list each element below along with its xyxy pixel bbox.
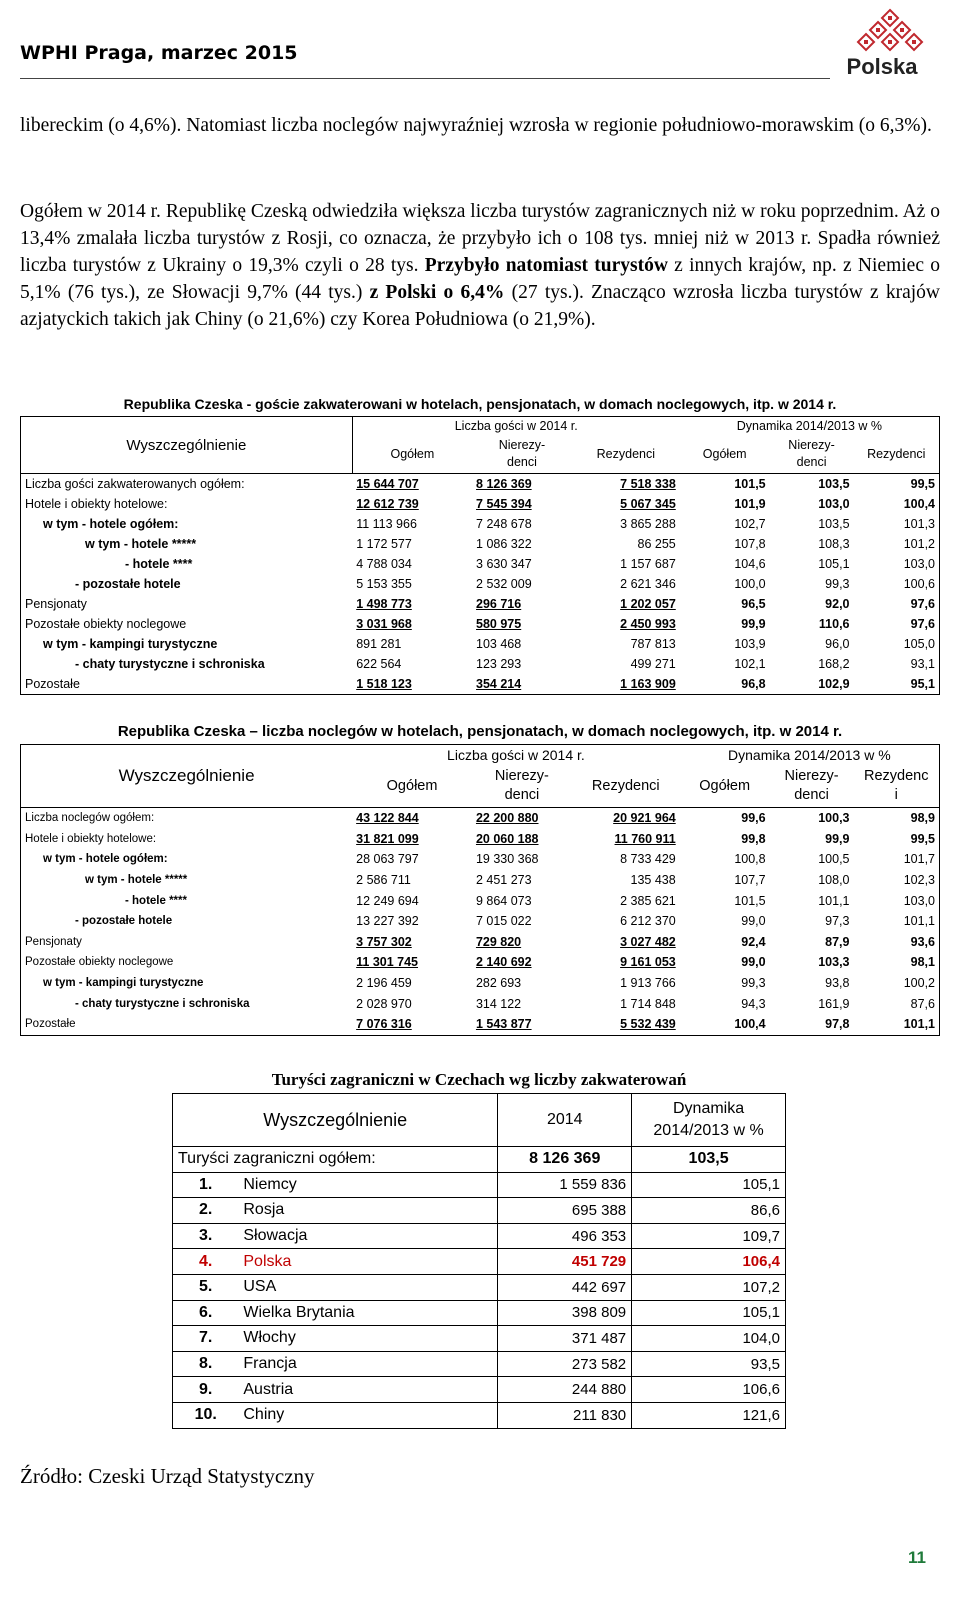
ranking-row <box>173 1223 786 1249</box>
ranking-row <box>173 1326 786 1352</box>
dynamics-value: 109,7 <box>632 1223 786 1249</box>
dynamics-value: 105,1 <box>632 1300 786 1326</box>
cell-value: 19 330 368 <box>475 852 539 867</box>
cell-value: 1 913 766 <box>620 976 676 991</box>
cell-dynamics: 103,0 <box>903 557 935 571</box>
cell-dynamics: 99,0 <box>741 914 766 929</box>
country-name: Wielka Brytania <box>238 1300 498 1326</box>
cell-value: 2 196 459 <box>356 976 412 991</box>
cell-value: 3 757 302 <box>356 934 412 949</box>
header-line: denci <box>504 787 540 803</box>
cell-dynamics: 99,9 <box>741 617 766 631</box>
cell-value: 2 532 009 <box>476 577 532 591</box>
cell-dynamics: 100,8 <box>734 852 766 867</box>
cell-value: 5 067 345 <box>620 497 676 511</box>
table1-header-dyn-nonresidents <box>770 436 854 474</box>
table-row <box>21 808 940 829</box>
cell-value: 31 821 099 <box>356 831 419 846</box>
cell-value: 7 545 394 <box>476 497 532 511</box>
cell-value: 7 015 022 <box>475 914 532 929</box>
table1-header-label: Wyszczególnienie <box>21 417 353 474</box>
cell-value: 314 122 <box>475 996 522 1011</box>
cell-dynamics: 107,7 <box>734 873 766 888</box>
table-row <box>21 932 940 953</box>
row-label: Pensjonaty <box>25 935 82 948</box>
row-label: w tym - hotele ***** <box>85 537 197 551</box>
cell-dynamics: 105,1 <box>818 557 850 571</box>
cell-dynamics: 104,6 <box>734 557 766 571</box>
cell-dynamics: 102,3 <box>903 873 935 888</box>
cell-value: 2 450 993 <box>620 617 676 631</box>
table1-header-residents: Rezydenci <box>596 447 656 462</box>
rank-number: 3. <box>173 1223 239 1249</box>
table-row <box>21 993 940 1014</box>
cell-dynamics: 100,2 <box>903 976 935 991</box>
ranking-row <box>173 1198 786 1224</box>
table1-caption: Republika Czeska - goście zakwaterowani w hotelach, pensjonatach, w domach noclegowych, itp. w 2014 r. <box>123 396 837 412</box>
cell-value: 282 693 <box>475 976 522 991</box>
cell-dynamics: 96,0 <box>825 637 850 651</box>
table3-total-value: 8 126 369 <box>498 1147 632 1173</box>
row-label: Pozostałe obiekty noclegowe <box>25 617 187 631</box>
ranking-row <box>173 1402 786 1428</box>
cell-value: 2 451 273 <box>475 873 532 888</box>
document-header-title: WPHI Praga, marzec 2015 <box>20 42 298 64</box>
table-foreign-tourists-ranking <box>172 1093 786 1429</box>
header-line: Nierezy- <box>788 438 835 453</box>
cell-dynamics: 87,9 <box>825 934 850 949</box>
cell-dynamics: 100,4 <box>734 1017 766 1032</box>
cell-value: 86 255 <box>637 537 676 551</box>
cell-dynamics: 92,4 <box>741 934 766 949</box>
cell-dynamics: 108,3 <box>818 537 850 551</box>
paragraph-text: libereckim (o 4,6%). Natomiast liczba noclegów najwyraźniej wzrosła w regionie południowo-morawskim (o 6,3%). <box>20 115 932 136</box>
row-label: - chaty turystyczne i schroniska <box>75 657 265 671</box>
cell-dynamics: 95,1 <box>910 677 935 691</box>
header-divider <box>20 78 830 79</box>
dynamics-value: 104,0 <box>632 1326 786 1352</box>
ranking-row <box>173 1300 786 1326</box>
text-run: z innych krajów, np. z Niemiec o 5,1% (76 tys.), ze Słowacji 9,7% (44 tys.) <box>20 255 940 303</box>
cell-value: 4 788 034 <box>356 557 412 571</box>
header-line: denci <box>507 455 537 470</box>
cell-dynamics: 97,6 <box>910 597 935 611</box>
page-number: 11 <box>908 1548 926 1567</box>
tourists-count: 371 487 <box>498 1326 632 1352</box>
table-row <box>21 911 940 932</box>
table-row <box>21 829 940 850</box>
cell-value: 15 644 707 <box>356 477 419 491</box>
cell-dynamics: 168,2 <box>818 657 850 671</box>
cell-dynamics: 99,5 <box>910 477 935 491</box>
header-line: Dynamika <box>673 1100 745 1117</box>
cell-dynamics: 101,1 <box>903 1017 935 1032</box>
table1-header-dyn-residents: Rezydenci <box>867 447 926 462</box>
table-row <box>21 614 940 634</box>
row-label: - pozostałe hotele <box>75 577 181 591</box>
cell-value: 1 714 848 <box>620 996 676 1011</box>
cell-dynamics: 102,7 <box>734 517 766 531</box>
cell-value: 13 227 392 <box>356 914 419 929</box>
cell-dynamics: 87,6 <box>910 996 935 1011</box>
table2-header-label: Wyszczególnienie <box>118 766 255 785</box>
table2-header-nonresidents <box>472 765 572 808</box>
row-label: Pozostałe <box>25 677 80 691</box>
table-overnight-stays <box>20 744 940 1036</box>
cell-dynamics: 100,6 <box>903 577 935 591</box>
table2-header-total: Ogółem <box>386 778 438 794</box>
cell-dynamics: 98,9 <box>910 811 935 826</box>
paragraph-text <box>20 198 940 333</box>
header-line: Nierezy- <box>498 438 546 453</box>
cell-value: 3 630 347 <box>476 557 532 571</box>
row-label: - hotele **** <box>125 894 187 907</box>
cell-dynamics: 99,9 <box>825 831 850 846</box>
cell-value: 28 063 797 <box>356 852 419 867</box>
table3-header-dynamics <box>632 1094 786 1147</box>
cell-dynamics: 103,9 <box>734 637 766 651</box>
cell-value: 296 716 <box>476 597 522 611</box>
table-row <box>21 534 940 554</box>
table2-header-residents: Rezydenci <box>591 778 660 794</box>
row-label: Pensjonaty <box>25 597 87 611</box>
table1-header-dyn-total: Ogółem <box>702 447 747 462</box>
table2-header-group2: Dynamika 2014/2013 w % <box>728 747 891 763</box>
rank-number: 1. <box>173 1172 239 1198</box>
country-name: Włochy <box>238 1326 498 1352</box>
cell-value: 499 271 <box>630 657 676 671</box>
tourists-count: 695 388 <box>498 1198 632 1224</box>
table-row <box>21 514 940 534</box>
cell-value: 1 498 773 <box>356 597 412 611</box>
table2-caption: Republika Czeska – liczba noclegów w hotelach, pensjonatach, w domach noclegowych, itp. w 2014 r. <box>117 723 843 740</box>
cell-dynamics: 92,0 <box>825 597 850 611</box>
country-name: Słowacja <box>238 1223 498 1249</box>
rank-number: 6. <box>173 1300 239 1326</box>
dynamics-value: 106,6 <box>632 1377 786 1403</box>
table-row <box>21 654 940 674</box>
cell-dynamics: 93,6 <box>910 934 935 949</box>
cell-dynamics: 94,3 <box>741 996 766 1011</box>
cell-dynamics: 100,0 <box>734 577 766 591</box>
paragraph-foreign-tourists <box>20 198 940 333</box>
text-run-bold: Przybyło natomiast turystów <box>424 255 668 276</box>
table1-header-group2: Dynamika 2014/2013 w % <box>680 417 940 436</box>
cell-value: 1 518 123 <box>356 677 412 691</box>
country-name: Rosja <box>238 1198 498 1224</box>
cell-value: 3 027 482 <box>620 934 676 949</box>
cell-dynamics: 97,6 <box>910 617 935 631</box>
cell-dynamics: 103,5 <box>818 517 850 531</box>
row-label: w tym - hotele ogółem: <box>43 517 179 531</box>
row-label: - chaty turystyczne i schroniska <box>75 997 250 1010</box>
table-row <box>21 870 940 891</box>
cell-dynamics: 99,0 <box>741 955 766 970</box>
polska-logo-icon <box>832 8 942 58</box>
cell-value: 2 385 621 <box>620 893 676 908</box>
table3-header-label: Wyszczególnienie <box>173 1094 498 1147</box>
cell-dynamics: 105,0 <box>903 637 935 651</box>
ranking-row <box>173 1274 786 1300</box>
cell-dynamics: 93,1 <box>910 657 935 671</box>
cell-value: 7 076 316 <box>356 1017 412 1032</box>
table-row <box>21 634 940 654</box>
table-row <box>21 554 940 574</box>
cell-value: 123 293 <box>476 657 522 671</box>
cell-dynamics: 103,0 <box>903 893 935 908</box>
cell-value: 891 281 <box>356 637 402 651</box>
cell-value: 1 202 057 <box>620 597 676 611</box>
cell-dynamics: 100,5 <box>818 852 850 867</box>
cell-value: 11 760 911 <box>614 831 676 846</box>
rank-number: 4. <box>173 1249 239 1275</box>
table-row <box>21 1014 940 1035</box>
cell-value: 20 921 964 <box>613 811 676 826</box>
table-row <box>21 973 940 994</box>
cell-value: 5 532 439 <box>620 1017 676 1032</box>
tourists-count: 451 729 <box>498 1249 632 1275</box>
dynamics-value: 106,4 <box>632 1249 786 1275</box>
cell-value: 135 438 <box>630 873 676 888</box>
header-line: i <box>894 787 898 803</box>
cell-value: 103 468 <box>476 637 522 651</box>
cell-dynamics: 101,5 <box>734 893 766 908</box>
polska-logo-text: Polska <box>846 54 918 79</box>
row-label: Pozostałe obiekty noclegowe <box>25 956 174 969</box>
cell-dynamics: 100,4 <box>903 497 935 511</box>
cell-value: 354 214 <box>476 677 522 691</box>
cell-dynamics: 99,6 <box>741 811 766 826</box>
row-label: Liczba gości zakwaterowanych ogółem: <box>25 477 245 491</box>
cell-value: 1 157 687 <box>620 557 676 571</box>
row-label: w tym - kampingi turystyczne <box>43 637 218 651</box>
tourists-count: 273 582 <box>498 1351 632 1377</box>
cell-value: 12 612 739 <box>356 497 419 511</box>
cell-value: 787 813 <box>630 637 676 651</box>
cell-value: 11 301 745 <box>356 955 419 970</box>
table2-header-dyn-nonresidents <box>770 765 854 808</box>
row-label: w tym - hotele ***** <box>85 874 188 887</box>
ranking-row <box>173 1172 786 1198</box>
rank-number: 2. <box>173 1198 239 1224</box>
cell-dynamics: 108,0 <box>818 873 850 888</box>
rank-number: 10. <box>173 1402 239 1428</box>
text-run: (27 tys.). Znacząco wzrosła liczba turystów z krajów azjatyckich takich jak Chiny (o 21,6%) czy Korea Południowa (o 21,9%). <box>20 282 940 330</box>
table-row <box>21 574 940 594</box>
cell-dynamics: 99,5 <box>910 831 935 846</box>
cell-dynamics: 101,1 <box>903 914 935 929</box>
table2-header-dyn-residents <box>854 765 940 808</box>
paragraph-regions <box>20 112 940 139</box>
cell-value: 729 820 <box>475 934 522 949</box>
header-line: 2014/2013 w % <box>653 1122 764 1139</box>
cell-value: 622 564 <box>356 657 402 671</box>
cell-value: 7 518 338 <box>620 477 676 491</box>
table1-header-group1: Liczba gości w 2014 r. <box>352 417 680 436</box>
cell-dynamics: 101,7 <box>903 852 935 867</box>
table3-caption: Turyści zagraniczni w Czechach wg liczby zakwaterowań <box>271 1070 687 1089</box>
cell-dynamics: 101,1 <box>818 893 850 908</box>
table-row <box>21 952 940 973</box>
cell-value: 1 086 322 <box>476 537 532 551</box>
table3-total-label: Turyści zagraniczni ogółem: <box>173 1147 498 1173</box>
cell-value: 9 161 053 <box>620 955 676 970</box>
row-label: Hotele i obiekty hotelowe: <box>25 497 168 511</box>
cell-value: 12 249 694 <box>356 893 419 908</box>
cell-value: 3 031 968 <box>356 617 412 631</box>
text-run-bold: z Polski o 6,4% <box>369 282 505 303</box>
rank-number: 8. <box>173 1351 239 1377</box>
country-name: Austria <box>238 1377 498 1403</box>
table1-header-nonresidents <box>472 436 572 474</box>
text-run: Ogółem w 2014 r. Republikę Czeską odwiedziła większa liczba turystów zagranicznych niż w roku poprzednim. Aż o 13,4% zmalała liczba turystów z Rosji, co oznacza, że przybyło ich o 108 tys. mniej niż w 2013 r. Spadła również liczba turystów z Ukrainy o 19,3% czyli o 28 tys. <box>20 201 940 276</box>
country-name: Polska <box>238 1249 498 1275</box>
cell-value: 6 212 370 <box>620 914 676 929</box>
cell-dynamics: 99,8 <box>741 831 766 846</box>
row-label: Liczba noclegów ogółem: <box>25 812 155 825</box>
table1-header-total: Ogółem <box>390 447 435 462</box>
header-line: Rezydenc <box>864 768 929 784</box>
cell-value: 9 864 073 <box>475 893 532 908</box>
cell-dynamics: 103,3 <box>818 955 850 970</box>
cell-dynamics: 102,9 <box>818 677 850 691</box>
table-row <box>21 494 940 514</box>
cell-value: 2 586 711 <box>356 873 411 888</box>
cell-dynamics: 161,9 <box>818 996 850 1011</box>
cell-dynamics: 97,3 <box>825 914 850 929</box>
cell-value: 2 621 346 <box>620 577 676 591</box>
cell-value: 1 163 909 <box>620 677 676 691</box>
source-note: Źródło: Czeski Urząd Statystyczny <box>20 1464 315 1488</box>
header-line: Nierezy- <box>494 768 549 784</box>
cell-dynamics: 110,6 <box>818 617 850 631</box>
dynamics-value: 86,6 <box>632 1198 786 1224</box>
cell-value: 2 028 970 <box>356 996 412 1011</box>
polska-logo <box>832 8 942 88</box>
country-name: Niemcy <box>238 1172 498 1198</box>
table3-header-year: 2014 <box>498 1094 632 1147</box>
cell-dynamics: 100,3 <box>818 811 850 826</box>
row-label: w tym - hotele ogółem: <box>43 853 168 866</box>
tourists-count: 398 809 <box>498 1300 632 1326</box>
cell-value: 3 865 288 <box>620 517 676 531</box>
cell-value: 20 060 188 <box>475 831 539 846</box>
table2-header-dyn-total: Ogółem <box>699 778 751 794</box>
tourists-count: 442 697 <box>498 1274 632 1300</box>
table-row <box>21 474 940 495</box>
row-label: Hotele i obiekty hotelowe: <box>25 832 157 845</box>
cell-value: 5 153 355 <box>356 577 412 591</box>
header-line: Nierezy- <box>784 768 839 784</box>
rank-number: 9. <box>173 1377 239 1403</box>
country-name: Chiny <box>238 1402 498 1428</box>
cell-dynamics: 107,8 <box>734 537 766 551</box>
tourists-count: 244 880 <box>498 1377 632 1403</box>
dynamics-value: 93,5 <box>632 1351 786 1377</box>
row-label: Pozostałe <box>25 1018 76 1031</box>
row-label: - hotele **** <box>125 557 193 571</box>
rank-number: 5. <box>173 1274 239 1300</box>
table-row <box>21 674 940 695</box>
cell-dynamics: 99,3 <box>741 976 766 991</box>
dynamics-value: 105,1 <box>632 1172 786 1198</box>
cell-dynamics: 103,5 <box>818 477 850 491</box>
cell-value: 22 200 880 <box>475 811 539 826</box>
table3-total-dynamics: 103,5 <box>632 1147 786 1173</box>
cell-dynamics: 97,8 <box>825 1017 850 1032</box>
cell-dynamics: 102,1 <box>734 657 766 671</box>
tourists-count: 496 353 <box>498 1223 632 1249</box>
table2-header-group1: Liczba gości w 2014 r. <box>447 747 585 763</box>
country-name: USA <box>238 1274 498 1300</box>
table-row <box>21 849 940 870</box>
table-row <box>21 890 940 911</box>
ranking-row <box>173 1351 786 1377</box>
cell-dynamics: 101,3 <box>903 517 935 531</box>
cell-value: 1 543 877 <box>475 1017 532 1032</box>
ranking-row <box>173 1377 786 1403</box>
cell-dynamics: 93,8 <box>825 976 850 991</box>
row-label: w tym - kampingi turystyczne <box>43 977 204 990</box>
cell-value: 8 733 429 <box>620 852 676 867</box>
cell-value: 1 172 577 <box>356 537 412 551</box>
cell-dynamics: 103,0 <box>818 497 850 511</box>
country-name: Francja <box>238 1351 498 1377</box>
tourists-count: 1 559 836 <box>498 1172 632 1198</box>
header-line: denci <box>796 455 827 470</box>
cell-dynamics: 96,5 <box>741 597 766 611</box>
row-label: - pozostałe hotele <box>75 915 173 928</box>
cell-dynamics: 101,9 <box>734 497 766 511</box>
cell-value: 43 122 844 <box>356 811 419 826</box>
dynamics-value: 121,6 <box>632 1402 786 1428</box>
ranking-row <box>173 1249 786 1275</box>
cell-dynamics: 99,3 <box>825 577 850 591</box>
dynamics-value: 107,2 <box>632 1274 786 1300</box>
rank-number: 7. <box>173 1326 239 1352</box>
tourists-count: 211 830 <box>498 1402 632 1428</box>
table-guests <box>20 416 940 695</box>
cell-dynamics: 98,1 <box>910 955 935 970</box>
header-line: denci <box>794 787 829 803</box>
cell-dynamics: 101,2 <box>903 537 935 551</box>
table-row <box>21 594 940 614</box>
cell-value: 11 113 966 <box>356 517 417 531</box>
cell-value: 2 140 692 <box>475 955 532 970</box>
cell-value: 8 126 369 <box>476 477 532 491</box>
cell-value: 7 248 678 <box>476 517 532 531</box>
cell-value: 580 975 <box>476 617 522 631</box>
cell-dynamics: 96,8 <box>741 677 766 691</box>
cell-dynamics: 101,5 <box>734 477 766 491</box>
